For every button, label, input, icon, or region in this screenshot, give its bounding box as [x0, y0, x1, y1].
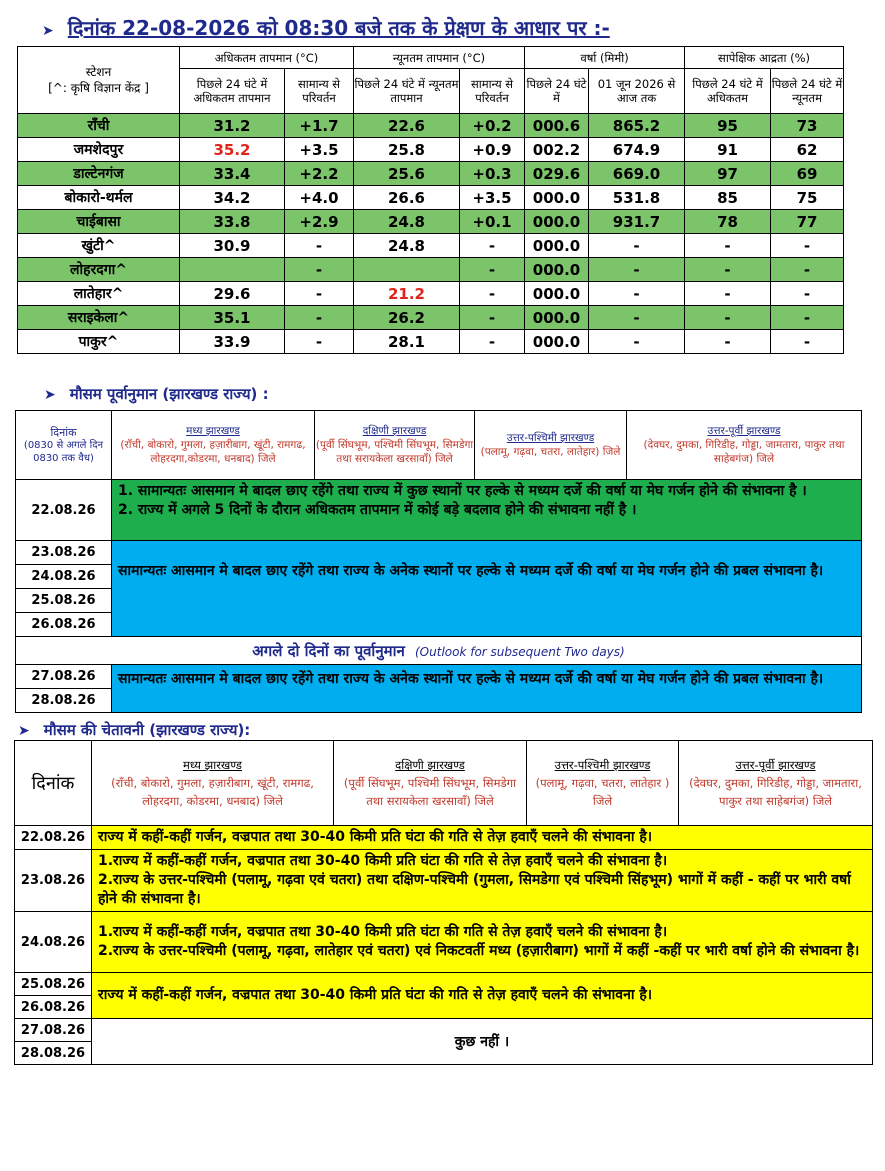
title-text: दिनांक 22-08-2026 को 08:30 बजे तक के प्रेक्षण के आधार पर :-	[67, 16, 610, 40]
warning-text	[92, 912, 873, 973]
warning-text: कुछ नहीं ।	[92, 1019, 873, 1065]
station-value: 35.2	[180, 138, 285, 162]
region-header	[92, 741, 334, 826]
station-name: चाईबासा	[18, 210, 180, 234]
sub-header: सामान्य से परिवर्तन	[460, 69, 525, 114]
station-value: -	[285, 258, 354, 282]
station-header-label: स्टेशन	[85, 65, 112, 79]
station-value: 28.1	[354, 330, 460, 354]
group-header: न्यूनतम तापमान (°C)	[354, 47, 525, 69]
station-value: 002.2	[525, 138, 589, 162]
warning-line: 2.राज्य के उत्तर-पश्चिमी (पलामू, गढ़वा एवं चतरा) तथा दक्षिण-पश्चिमी (गुमला, सिमडेगा एवं पश्चिमी सिंहभूम) भागों में कहीं - कहीं पर भारी वर्षा होने की संभावना है।	[98, 872, 851, 907]
forecast-table	[15, 410, 862, 713]
station-name: राँची	[18, 114, 180, 138]
station-value: +2.9	[285, 210, 354, 234]
station-value: 62	[771, 138, 844, 162]
forecast-date: 28.08.26	[16, 689, 112, 713]
outlook-title: अगले दो दिनों का पूर्वानुमान	[252, 641, 405, 660]
warning-text: राज्य में कहीं-कहीं गर्जन, वज्रपात तथा 30-40 किमी प्रति घंटा की गति से तेज़ हवाएँ चलने की संभावना है।	[92, 826, 873, 850]
date-header: दिनांक	[15, 741, 92, 826]
page-title	[42, 14, 610, 41]
region-header	[334, 741, 527, 826]
warning-line: 1.राज्य में कहीं-कहीं गर्जन, वज्रपात तथा 30-40 किमी प्रति घंटा की गति से तेज़ हवाएँ चलने की संभावना है।	[98, 924, 668, 940]
station-value: 000.0	[525, 306, 589, 330]
station-value: -	[460, 234, 525, 258]
region-districts: (राँची, बोकारो, गुमला, हज़ारीबाग, खूंटी, रामगढ, लोहरदगा, कोडरमा, धनबाद) जिले	[111, 776, 314, 808]
station-name: डाल्टेनगंज	[18, 162, 180, 186]
warning-line: 2.राज्य के उत्तर-पश्चिमी (पलामू, गढ़वा, लातेहार एवं चतरा) एवं निकटवर्ती मध्य (हज़ारीबाग) भागों में कहीं -कहीं पर भारी वर्षा होने की संभावना है।	[98, 943, 860, 959]
station-value: +4.0	[285, 186, 354, 210]
station-value: -	[685, 234, 771, 258]
station-value: -	[685, 306, 771, 330]
station-row	[18, 282, 844, 306]
sub-header: सामान्य से परिवर्तन	[285, 69, 354, 114]
station-value: 22.6	[354, 114, 460, 138]
observation-rows	[18, 114, 844, 354]
station-value: 029.6	[525, 162, 589, 186]
sub-header: पिछले 24 घंटे में अधिकतम	[685, 69, 771, 114]
station-value: -	[589, 234, 685, 258]
station-value: +2.2	[285, 162, 354, 186]
station-value: 931.7	[589, 210, 685, 234]
group-header: अधिकतम तापमान (°C)	[180, 47, 354, 69]
station-value: -	[589, 306, 685, 330]
station-value: 75	[771, 186, 844, 210]
station-value: 865.2	[589, 114, 685, 138]
station-row	[18, 330, 844, 354]
group-header: वर्षा (मिमी)	[525, 47, 685, 69]
station-value: -	[460, 330, 525, 354]
date-header	[16, 411, 112, 480]
forecast-text: सामान्यतः आसमान मे बादल छाए रहेंगे तथा राज्य के अनेक स्थानों पर हल्के से मध्यम दर्जे की वर्षा या मेघ गर्जन होने की प्रबल संभावना है।	[112, 541, 862, 637]
region-districts: (पूर्वी सिंघभूम, पश्चिमी सिंघभूम, सिमडेगा तथा सरायकेला खरसावाँ) जिले	[315, 439, 474, 465]
station-value: +3.5	[460, 186, 525, 210]
station-value: 97	[685, 162, 771, 186]
region-header	[112, 411, 315, 480]
station-name: खुंटी^	[18, 234, 180, 258]
station-row	[18, 186, 844, 210]
region-name: मध्य झारखण्ड	[186, 425, 240, 437]
station-value: 85	[685, 186, 771, 210]
sub-header: 01 जून 2026 से आज तक	[589, 69, 685, 114]
station-value: -	[285, 306, 354, 330]
station-value: 24.8	[354, 234, 460, 258]
region-districts: (पलामू, गढ़वा, चतरा, लातेहार ) जिले	[535, 776, 670, 808]
region-header	[679, 741, 873, 826]
warning-date: 22.08.26	[15, 826, 92, 850]
warning-date: 24.08.26	[15, 912, 92, 973]
forecast-date: 26.08.26	[16, 613, 112, 637]
station-row	[18, 138, 844, 162]
station-value: 30.9	[180, 234, 285, 258]
station-value: 24.8	[354, 210, 460, 234]
station-value: -	[285, 234, 354, 258]
region-header	[475, 411, 627, 480]
station-value: -	[285, 330, 354, 354]
station-value: -	[285, 282, 354, 306]
station-value: 669.0	[589, 162, 685, 186]
region-name: दक्षिणी झारखण्ड	[362, 425, 427, 437]
forecast-date: 22.08.26	[16, 480, 112, 541]
forecast-date: 23.08.26	[16, 541, 112, 565]
forecast-text: सामान्यतः आसमान मे बादल छाए रहेंगे तथा राज्य के अनेक स्थानों पर हल्के से मध्यम दर्जे की वर्षा या मेघ गर्जन होने की प्रबल संभावना है।	[112, 665, 862, 713]
station-value	[180, 258, 285, 282]
forecast-text	[112, 480, 862, 541]
station-value: 31.2	[180, 114, 285, 138]
station-row	[18, 162, 844, 186]
station-value: 33.8	[180, 210, 285, 234]
station-value: -	[685, 330, 771, 354]
station-value: 000.0	[525, 234, 589, 258]
station-value: -	[589, 282, 685, 306]
station-value: 35.1	[180, 306, 285, 330]
station-value: 77	[771, 210, 844, 234]
warning-line: 1.राज्य में कहीं-कहीं गर्जन, वज्रपात तथा 30-40 किमी प्रति घंटा की गति से तेज़ हवाएँ चलने की संभावना है।	[98, 853, 668, 869]
forecast-date: 25.08.26	[16, 589, 112, 613]
station-name: पाकुर^	[18, 330, 180, 354]
station-row	[18, 210, 844, 234]
station-value: -	[771, 330, 844, 354]
sub-header: पिछले 24 घंटे में अधिकतम तापमान	[180, 69, 285, 114]
region-header	[527, 741, 679, 826]
station-value: 91	[685, 138, 771, 162]
station-value: 21.2	[354, 282, 460, 306]
arrow-right-icon: ➤	[18, 723, 30, 739]
station-value: +1.7	[285, 114, 354, 138]
region-name: मध्य झारखण्ड	[183, 758, 242, 772]
station-value: 33.4	[180, 162, 285, 186]
station-row	[18, 114, 844, 138]
warning-date: 25.08.26	[15, 973, 92, 996]
station-row	[18, 306, 844, 330]
warning-heading-text: मौसम की चेतावनी (झारखण्ड राज्य):	[43, 721, 251, 739]
warning-date: 23.08.26	[15, 850, 92, 912]
date-header-label: दिनांक	[50, 425, 77, 439]
station-value: +0.2	[460, 114, 525, 138]
region-districts: (पलामू, गढ़वा, चतरा, लातेहार) जिले	[480, 446, 621, 458]
arrow-right-icon: ➤	[44, 387, 56, 403]
date-header-note: (0830 से अगले दिन 0830 तक वैध)	[23, 439, 104, 464]
station-value: 26.2	[354, 306, 460, 330]
station-header	[18, 47, 180, 114]
group-header: सापेक्षिक आद्रता (%)	[685, 47, 844, 69]
station-value: +0.9	[460, 138, 525, 162]
station-value: 000.0	[525, 282, 589, 306]
region-name: दक्षिणी झारखण्ड	[395, 758, 465, 772]
region-name: उत्तर-पूर्वी झारखण्ड	[735, 758, 816, 772]
region-header	[627, 411, 862, 480]
station-value: 26.6	[354, 186, 460, 210]
station-value: 000.0	[525, 186, 589, 210]
station-header-note: [^: कृषि विज्ञान केंद्र ]	[48, 81, 149, 95]
station-value: 531.8	[589, 186, 685, 210]
station-value: 25.8	[354, 138, 460, 162]
forecast-date: 27.08.26	[16, 665, 112, 689]
station-value: -	[771, 234, 844, 258]
station-value: 73	[771, 114, 844, 138]
station-row	[18, 258, 844, 282]
observation-table	[17, 46, 844, 354]
region-name: उत्तर-पश्चिमी झारखण्ड	[554, 758, 651, 772]
sub-header: पिछले 24 घंटे में	[525, 69, 589, 114]
station-value: 34.2	[180, 186, 285, 210]
region-districts: (पूर्वी सिंघभूम, पश्चिमी सिंघभूम, सिमडेगा तथा सरायकेला खरसावाँ) जिले	[343, 776, 517, 808]
warning-date: 26.08.26	[15, 996, 92, 1019]
station-value	[354, 258, 460, 282]
sub-header: पिछले 24 घंटे में न्यूनतम तापमान	[354, 69, 460, 114]
region-name: उत्तर-पश्चिमी झारखण्ड	[506, 432, 595, 444]
region-districts: (देवघर, दुमका, गिरिडीह, गोड्डा, जामतारा, पाकुर तथा साहेबगंज) जिले	[643, 439, 845, 465]
station-value: +0.3	[460, 162, 525, 186]
station-name: लातेहार^	[18, 282, 180, 306]
station-value: -	[771, 282, 844, 306]
station-value: -	[685, 258, 771, 282]
station-value: 674.9	[589, 138, 685, 162]
station-value: -	[460, 282, 525, 306]
warning-heading	[18, 720, 250, 740]
station-value: +0.1	[460, 210, 525, 234]
station-value: -	[771, 258, 844, 282]
station-value: 95	[685, 114, 771, 138]
station-name: बोकारो-थर्मल	[18, 186, 180, 210]
warning-date: 27.08.26	[15, 1019, 92, 1042]
station-value: 69	[771, 162, 844, 186]
forecast-line: 1. सामान्यतः आसमान मे बादल छाए रहेंगे तथा राज्य में कुछ स्थानों पर हल्के से मध्यम दर्जे की वर्षा या मेघ गर्जन होने की संभावना है ।	[118, 483, 807, 499]
station-name: जमशेदपुर	[18, 138, 180, 162]
outlook-subtitle: (Outlook for subsequent Two days)	[415, 644, 625, 659]
region-name: उत्तर-पूर्वी झारखण्ड	[707, 425, 781, 437]
station-value: 000.6	[525, 114, 589, 138]
outlook-header	[16, 637, 862, 665]
forecast-line: 2. राज्य में अगले 5 दिनों के दौरान अधिकतम तापमान में कोई बड़े बदलाव होने की संभावना नहीं है ।	[118, 502, 637, 518]
station-value: 000.0	[525, 330, 589, 354]
station-value: -	[460, 306, 525, 330]
forecast-heading-text: मौसम पूर्वानुमान (झारखण्ड राज्य) :	[69, 385, 269, 403]
region-districts: (देवघर, दुमका, गिरिडीह, गोड्डा, जामतारा, पाकुर तथा साहेबगंज) जिले	[689, 776, 862, 808]
station-value: 000.0	[525, 210, 589, 234]
station-value: 33.9	[180, 330, 285, 354]
warning-text: राज्य में कहीं-कहीं गर्जन, वज्रपात तथा 30-40 किमी प्रति घंटा की गति से तेज़ हवाएँ चलने की संभावना है।	[92, 973, 873, 1019]
station-value: -	[685, 282, 771, 306]
station-value: 29.6	[180, 282, 285, 306]
warning-table	[14, 740, 873, 1065]
sub-header: पिछले 24 घंटे में न्यूनतम	[771, 69, 844, 114]
forecast-date: 24.08.26	[16, 565, 112, 589]
station-row	[18, 234, 844, 258]
station-value: -	[460, 258, 525, 282]
station-value: 25.6	[354, 162, 460, 186]
station-name: सराइकेला^	[18, 306, 180, 330]
station-value: -	[589, 258, 685, 282]
station-value: 000.0	[525, 258, 589, 282]
station-name: लोहरदगा^	[18, 258, 180, 282]
station-value: -	[771, 306, 844, 330]
region-header	[315, 411, 475, 480]
forecast-heading	[44, 384, 269, 404]
arrow-right-icon: ➤	[42, 23, 54, 39]
station-value: +3.5	[285, 138, 354, 162]
warning-text	[92, 850, 873, 912]
station-value: 78	[685, 210, 771, 234]
station-value: -	[589, 330, 685, 354]
region-districts: (राँची, बोकारो, गुमला, हज़ारीबाग, खूंटी, रामगढ, लोहरदगा,कोडरमा, धनबाद) जिले	[120, 439, 306, 465]
warning-date: 28.08.26	[15, 1042, 92, 1065]
